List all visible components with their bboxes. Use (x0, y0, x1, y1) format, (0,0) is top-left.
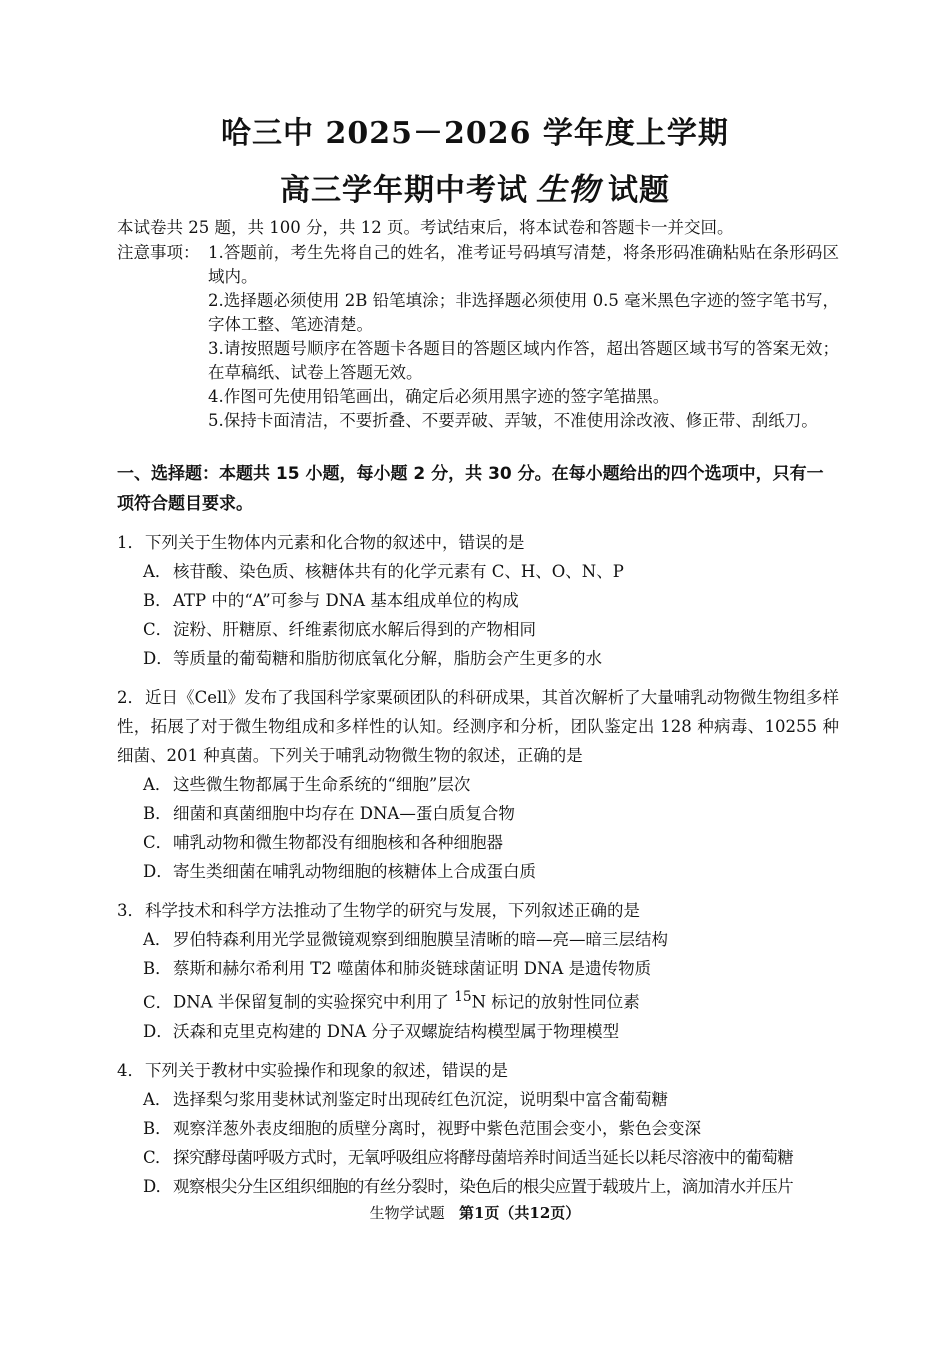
question-stem (117, 1056, 839, 1085)
option-label: B． (143, 591, 172, 610)
section-heading: 一、选择题：本题共 15 小题，每小题 2 分，共 30 分。在每小题给出的四个选项中，只有一项符合题目要求。 (117, 464, 824, 514)
subtitle-pre: 高三学年期中考试 (280, 173, 528, 208)
option-text: 哺乳动物和微生物都没有细胞核和各种细胞器 (173, 833, 503, 852)
option-text: 探究酵母菌呼吸方式时，无氧呼吸组应将酵母菌培养时间适当延长以耗尽溶液中的葡萄糖 (173, 1147, 794, 1167)
question-text: 下列关于生物体内元素和化合物的叙述中，错误的是 (145, 533, 525, 552)
option-label: C． (143, 833, 173, 852)
isotope-superscript: 15 (454, 989, 472, 1005)
option-label: B． (143, 1118, 172, 1138)
option-label: C． (143, 1147, 171, 1167)
exam-intro: 本试卷共 25 题，共 100 分，共 12 页。考试结束后，将本试卷和答题卡一并交回。 (117, 218, 734, 237)
footer-subject: 生物学试题 (369, 1204, 445, 1222)
option-c (143, 1143, 839, 1172)
option-a (143, 925, 839, 954)
option-d (143, 1172, 839, 1201)
question-text: 下列关于教材中实验操作和现象的叙述，错误的是 (145, 1060, 508, 1080)
option-label: B． (143, 804, 172, 823)
option-text: DNA 半保留复制的实验探究中利用了 (173, 992, 455, 1012)
option-text: 观察根尖分生区组织细胞的有丝分裂时，染色后的根尖应置于载玻片上，滴加清水并压片 (173, 1176, 794, 1196)
exam-subtitle (0, 168, 950, 213)
option-label: B． (143, 959, 172, 978)
option-a (143, 770, 839, 799)
option-d (143, 857, 839, 886)
option-text: 核苷酸、染色质、核糖体共有的化学元素有 C、H、O、N、P (173, 562, 624, 581)
option-b (143, 954, 839, 983)
question-number: 3． (117, 901, 144, 920)
option-label: C． (143, 620, 173, 639)
option-text: 等质量的葡萄糖和脂肪彻底氧化分解，脂肪会产生更多的水 (173, 649, 602, 668)
notes-label: 注意事项： (117, 243, 200, 262)
option-label: C． (143, 992, 173, 1012)
note-item: 2.选择题必须使用 2B 铅笔填涂；非选择题必须使用 0.5 毫米黑色字迹的签字笔书写，字体工整、笔迹清楚。 (208, 291, 839, 334)
question-number: 4． (117, 1060, 144, 1080)
subject-name: 生物 (536, 172, 600, 208)
option-label: A． (143, 930, 172, 949)
question-number: 2． (117, 688, 144, 707)
exam-title: 哈三中 2025－2026 学年度上学期 (221, 116, 729, 151)
question-2 (117, 683, 839, 886)
option-d (143, 644, 839, 673)
option-label: D． (143, 1176, 172, 1196)
option-b (143, 586, 839, 615)
question-list (117, 528, 839, 1211)
note-item: 1.答题前，考生先将自己的姓名，准考证号码填写清楚，将条形码准确粘贴在条形码区域内。 (208, 243, 839, 286)
option-text: 选择梨匀浆用斐林试剂鉴定时出现砖红色沉淀，说明梨中富含葡萄糖 (173, 1089, 668, 1109)
question-text: 近日《Cell》发布了我国科学家粟硕团队的科研成果，其首次解析了大量哺乳动物微生物组多样性，拓展了对于微生物组成和多样性的认知。经测序和分析，团队鉴定出 128 种病毒、10255 种细菌、201 种真菌。下列关于哺乳动物微生物的叙述，正确的是 (117, 688, 839, 765)
option-text: 观察洋葱外表皮细胞的质壁分离时，视野中紫色范围会变小，紫色会变深 (173, 1118, 701, 1138)
note-item: 4.作图可先使用铅笔画出，确定后必须用黑字迹的签字笔描黑。 (208, 387, 670, 406)
option-label: A． (143, 775, 172, 794)
page-footer (0, 1202, 950, 1224)
option-a (143, 1085, 839, 1114)
footer-page-number: 第1页（共12页） (459, 1204, 581, 1222)
option-label: A． (143, 562, 172, 581)
note-item: 3.请按照题号顺序在答题卡各题目的答题区域内作答，超出答题区域书写的答案无效；在草稿纸、试卷上答题无效。 (208, 339, 839, 382)
option-label: D． (143, 862, 173, 881)
question-4 (117, 1056, 839, 1201)
question-number: 1． (117, 533, 144, 552)
question-text: 科学技术和科学方法推动了生物学的研究与发展，下列叙述正确的是 (145, 901, 640, 920)
option-c (143, 828, 839, 857)
option-b (143, 1114, 839, 1143)
option-text: 蔡斯和赫尔希利用 T2 噬菌体和肺炎链球菌证明 DNA 是遗传物质 (173, 959, 652, 978)
option-c (143, 615, 839, 644)
question-1 (117, 528, 839, 673)
option-text: 沃森和克里克构建的 DNA 分子双螺旋结构模型属于物理模型 (173, 1021, 620, 1041)
question-stem (117, 896, 839, 925)
option-text: 淀粉、肝糖原、纤维素彻底水解后得到的产物相同 (173, 620, 536, 639)
option-label: A． (143, 1089, 172, 1109)
option-text: 寄生类细菌在哺乳动物细胞的核糖体上合成蛋白质 (173, 862, 536, 881)
option-a (143, 557, 839, 586)
option-text: 这些微生物都属于生命系统的“细胞”层次 (173, 775, 471, 794)
note-item: 5.保持卡面清洁，不要折叠、不要弄破、弄皱，不准使用涂改液、修正带、刮纸刀。 (208, 411, 818, 430)
option-text-cont: N 标记的放射性同位素 (471, 992, 640, 1012)
notes-list (208, 241, 839, 433)
question-stem (117, 528, 839, 557)
question-stem (117, 683, 839, 770)
option-label: D． (143, 1021, 173, 1041)
question-3 (117, 896, 839, 1046)
option-b (143, 799, 839, 828)
option-text: 罗伯特森利用光学显微镜观察到细胞膜呈清晰的暗—亮—暗三层结构 (173, 930, 668, 949)
option-text: ATP 中的“A”可参与 DNA 基本组成单位的构成 (173, 591, 519, 610)
option-label: D． (143, 649, 173, 668)
option-text: 细菌和真菌细胞中均存在 DNA—蛋白质复合物 (173, 804, 515, 823)
option-d (143, 1017, 839, 1046)
option-c (143, 983, 839, 1017)
subtitle-post: 试题 (608, 173, 670, 208)
